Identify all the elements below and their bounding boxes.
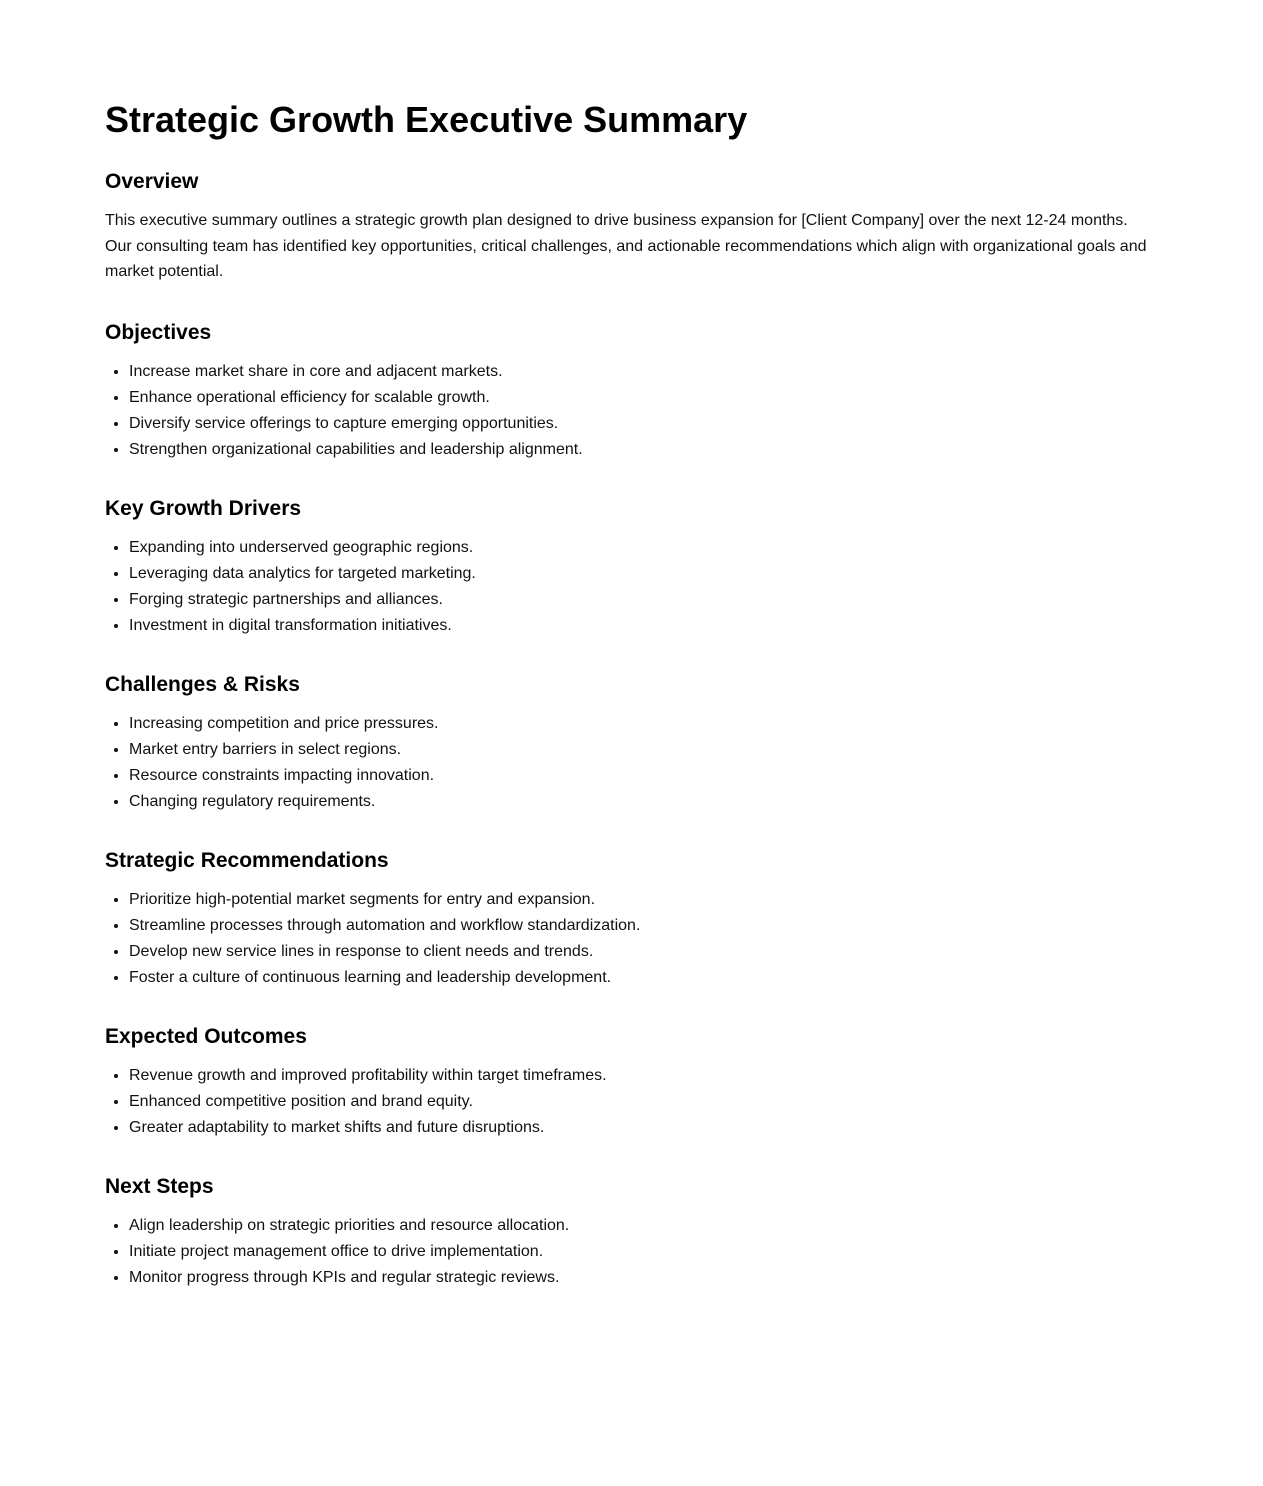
- overview-paragraph: This executive summary outlines a strategic growth plan designed to drive business expansion for [Client Company] over the next 12-24 months. Our consulting team has identified key opportunities, critical challenges, and actionable recommendations which align with organizational goals and market potential.: [105, 212, 1147, 281]
- list-item: • Resource constraints impacting innovation.: [129, 763, 1158, 789]
- list-item: • Investment in digital transformation initiatives.: [129, 613, 1158, 639]
- section-heading-expected-outcomes: Expected Outcomes: [105, 1024, 307, 1048]
- recommendations-list: [105, 887, 1158, 991]
- list-item: • Revenue growth and improved profitability within target timeframes.: [129, 1063, 1158, 1089]
- section-expected-outcomes: [105, 1023, 1158, 1141]
- section-objectives: [105, 319, 1158, 463]
- section-heading-next-steps: Next Steps: [105, 1174, 214, 1198]
- next-steps-list: [105, 1213, 1158, 1291]
- list-item: • Develop new service lines in response to client needs and trends.: [129, 939, 1158, 965]
- list-item: • Forging strategic partnerships and alliances.: [129, 587, 1158, 613]
- list-item: • Strengthen organizational capabilities and leadership alignment.: [129, 437, 1158, 463]
- section-heading-overview: Overview: [105, 170, 199, 193]
- section-heading-objectives: Objectives: [105, 320, 212, 344]
- list-item: • Enhanced competitive position and brand equity.: [129, 1089, 1158, 1115]
- list-item: • Foster a culture of continuous learning and leadership development.: [129, 965, 1158, 991]
- list-item: • Enhance operational efficiency for scalable growth.: [129, 385, 1158, 411]
- list-item: • Streamline processes through automation and workflow standardization.: [129, 913, 1158, 939]
- section-heading-strategic-recommendations: Strategic Recommendations: [105, 848, 389, 872]
- list-item: • Increase market share in core and adjacent markets.: [129, 359, 1158, 385]
- list-item: • Prioritize high-potential market segments for entry and expansion.: [129, 887, 1158, 913]
- outcomes-list: [105, 1063, 1158, 1141]
- list-item: • Market entry barriers in select regions.: [129, 737, 1158, 763]
- list-item: • Diversify service offerings to capture emerging opportunities.: [129, 411, 1158, 437]
- section-next-steps: [105, 1173, 1158, 1291]
- list-item: • Changing regulatory requirements.: [129, 789, 1158, 815]
- growth-drivers-list: [105, 535, 1158, 639]
- section-heading-challenges-risks: Challenges & Risks: [105, 672, 300, 696]
- page-title: Strategic Growth Executive Summary: [105, 99, 748, 140]
- section-challenges-risks: [105, 671, 1158, 815]
- objectives-list: [105, 359, 1158, 463]
- list-item: • Expanding into underserved geographic regions.: [129, 535, 1158, 561]
- list-item: • Initiate project management office to drive implementation.: [129, 1239, 1158, 1265]
- list-item: • Align leadership on strategic priorities and resource allocation.: [129, 1213, 1158, 1239]
- list-item: • Leveraging data analytics for targeted marketing.: [129, 561, 1158, 587]
- list-item: • Greater adaptability to market shifts and future disruptions.: [129, 1115, 1158, 1141]
- list-item: • Monitor progress through KPIs and regular strategic reviews.: [129, 1265, 1158, 1291]
- section-heading-key-growth-drivers: Key Growth Drivers: [105, 496, 302, 520]
- list-item: • Increasing competition and price pressures.: [129, 711, 1158, 737]
- section-overview: [105, 168, 1158, 285]
- section-strategic-recommendations: [105, 847, 1158, 991]
- challenges-list: [105, 711, 1158, 815]
- section-key-growth-drivers: [105, 495, 1158, 639]
